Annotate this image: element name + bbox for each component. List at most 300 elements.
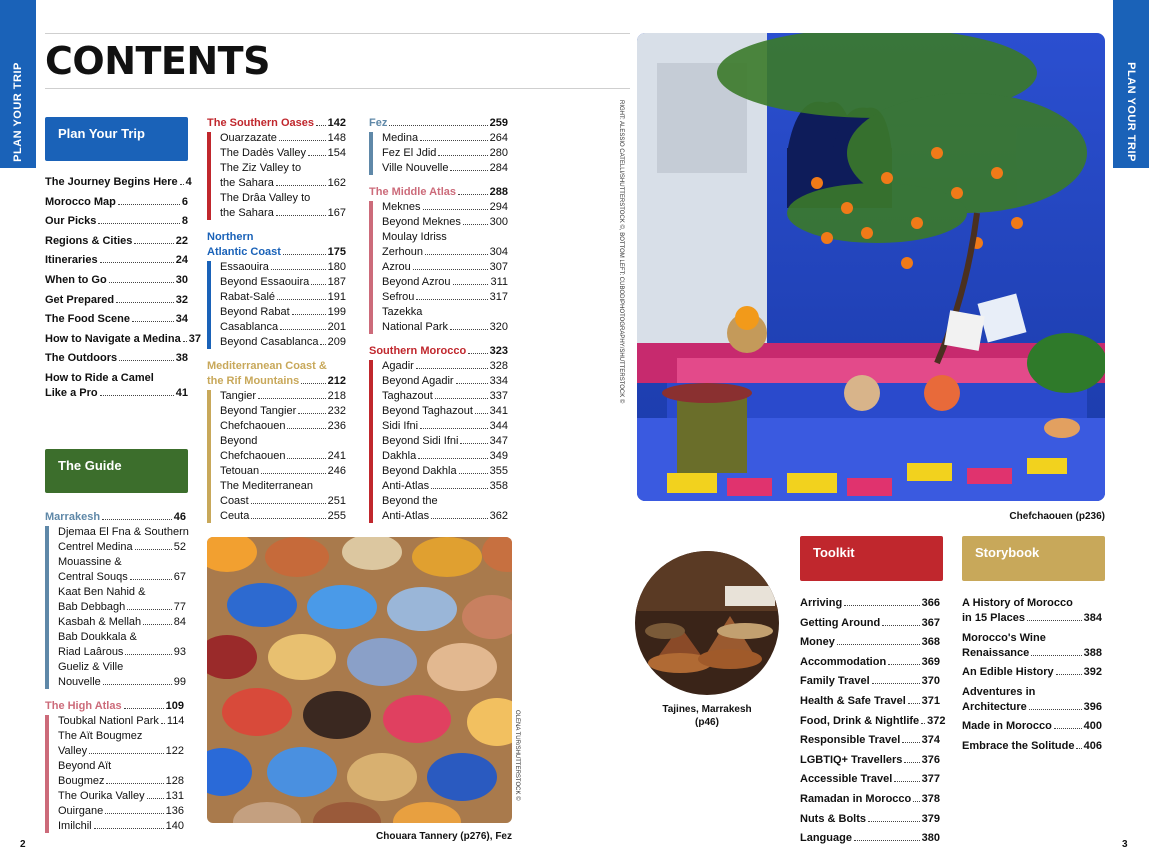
southern_morocco-item-9-label: Anti-Atlas — [382, 510, 430, 522]
plan-item-6-leader — [116, 302, 174, 303]
toolkit-item-6-page: 372 — [927, 714, 946, 727]
high_atlas-item-2-leader — [106, 783, 163, 784]
plan-item-1-label: Morocco Map — [45, 195, 116, 208]
middle_atlas-item-1-leader — [463, 224, 488, 225]
plan-item-6-label: Get Prepared — [45, 293, 115, 306]
fez-head-page: 259 — [489, 117, 508, 129]
middle_atlas-item-4-leader — [453, 284, 489, 285]
mediterranean-item-6-leader — [251, 518, 325, 519]
toolkit-item-7-page: 374 — [921, 734, 940, 747]
chefchaouen-photo — [637, 33, 1105, 501]
fez-item-2-page: 284 — [489, 162, 508, 174]
atlantic-bar — [207, 261, 211, 349]
high_atlas-head-leader — [124, 708, 164, 709]
storybook-item-2-label: An Edible History — [962, 666, 1054, 679]
fez-head-label: Fez — [369, 117, 388, 129]
mediterranean-item-5-page: 251 — [327, 495, 346, 507]
plan-item-8-page: 37 — [188, 332, 201, 345]
high_atlas-item-1-label: Valley — [58, 745, 88, 757]
plan-item-9 — [45, 351, 188, 365]
plan-item-8 — [45, 332, 201, 346]
southern_oases-item-0-label: Ouarzazate — [220, 132, 277, 144]
mediterranean-item-6-page: 255 — [327, 510, 346, 522]
southern_oases-item-3-line1: The Drâa Valley to — [220, 192, 311, 204]
toolkit-item-11-label: Nuts & Bolts — [800, 812, 866, 825]
mediterranean-item-0 — [220, 389, 346, 403]
mediterranean-item-2-leader — [287, 428, 325, 429]
toolkit-item-10-leader — [913, 801, 919, 802]
plan-item-2 — [45, 214, 188, 228]
fez-item-2-label: Ville Nouvelle — [382, 162, 449, 174]
storybook-item-5 — [962, 739, 1102, 753]
mediterranean-item-4-label: Tetouan — [220, 465, 260, 477]
plan-item-9-leader — [119, 360, 174, 361]
storybook-item-1 — [962, 646, 1102, 660]
toolkit-item-4-leader — [872, 683, 920, 684]
mediterranean-head-label: the Rif Mountains — [207, 375, 300, 387]
atlantic-item-3 — [220, 305, 346, 319]
southern_morocco-item-3-label: Beyond Taghazout — [382, 405, 473, 417]
storybook-item-4 — [962, 719, 1102, 733]
mediterranean-item-2 — [220, 419, 346, 433]
marrakesh-item-4 — [58, 645, 186, 659]
middle_atlas-item-3-page: 307 — [489, 261, 508, 273]
toolkit-item-8-label: LGBTIQ+ Travellers — [800, 753, 903, 766]
marrakesh-item-4-label: Riad Laârous — [58, 646, 124, 658]
marrakesh-item-1-label: Central Souqs — [58, 571, 128, 583]
middle_atlas-head-page: 288 — [489, 186, 508, 198]
southern_oases-item-3-page: 167 — [327, 207, 346, 219]
storybook-item-3 — [962, 700, 1102, 714]
high_atlas-item-5-label: Imilchil — [58, 820, 92, 832]
plan-item-5-page: 30 — [175, 274, 188, 286]
storybook-item-5-label: Embrace the Solitude — [962, 740, 1075, 752]
middle_atlas-item-2-label: Zerhoun — [382, 246, 423, 258]
southern_oases-item-2-leader — [276, 185, 326, 186]
storybook-item-2-leader — [1056, 674, 1082, 675]
marrakesh-item-1-page: 67 — [173, 571, 186, 583]
toolkit-item-1-leader — [882, 625, 919, 626]
atlantic-head-label: Atlantic Coast — [207, 246, 281, 258]
storybook-item-4-label: Made in Morocco — [962, 720, 1052, 733]
middle_atlas-item-1-label: Beyond Meknes — [382, 216, 461, 228]
high_atlas-item-5-page: 140 — [165, 820, 184, 832]
toolkit-item-8-leader — [904, 762, 919, 763]
toolkit-item-7 — [800, 733, 940, 747]
high_atlas-bar — [45, 715, 49, 833]
plan-item-0-leader — [180, 184, 184, 185]
middle_atlas-item-2-leader — [425, 254, 488, 255]
middle_atlas-item-6-line1: Tazekka — [382, 306, 423, 318]
high_atlas-item-1-line1: The Aït Bougmez — [58, 730, 143, 742]
marrakesh-item-4-leader — [125, 654, 171, 655]
section-box-toolkit: Toolkit — [800, 536, 943, 581]
toolkit-item-4 — [800, 674, 940, 688]
high_atlas-item-3-label: The Ourika Valley — [58, 790, 145, 802]
southern_oases-item-2-line1: The Ziz Valley to — [220, 162, 302, 174]
high_atlas-item-4 — [58, 804, 184, 818]
southern_oases-item-3-leader — [276, 215, 326, 216]
high_atlas-item-3-page: 131 — [165, 790, 184, 802]
toolkit-item-0 — [800, 596, 940, 610]
high_atlas-item-5-leader — [94, 828, 164, 829]
caption-chefchaouen: Chefchaouen (p236) — [1009, 511, 1105, 522]
atlantic-item-0-leader — [271, 269, 326, 270]
toolkit-item-7-label: Responsible Travel — [800, 734, 901, 747]
southern_oases-item-3-label: the Sahara — [220, 207, 274, 219]
storybook-item-5-page: 406 — [1083, 740, 1102, 752]
high_atlas-item-1-leader — [89, 753, 163, 754]
atlantic-item-0-page: 180 — [327, 261, 346, 273]
toolkit-item-0-label: Arriving — [800, 597, 843, 609]
southern_morocco-item-4-leader — [420, 428, 488, 429]
southern_oases-item-2-label: the Sahara — [220, 177, 274, 189]
page-number-right: 3 — [1122, 839, 1128, 850]
southern_morocco-head-label: Southern Morocco — [369, 345, 467, 357]
fez-head — [369, 116, 508, 130]
section-box-storybook: Storybook — [962, 536, 1105, 581]
marrakesh-item-0-page: 52 — [173, 541, 186, 553]
atlantic-item-1-label: Beyond Essaouira — [220, 276, 310, 288]
middle_atlas-item-5-leader — [416, 299, 487, 300]
toolkit-item-4-page: 370 — [921, 675, 940, 688]
marrakesh-item-3-label: Kasbah & Mellah — [58, 616, 142, 628]
caption-tajines-2: (p46) — [695, 717, 719, 728]
toolkit-item-11 — [800, 812, 940, 826]
southern_morocco-item-6 — [382, 449, 508, 463]
plan-item-6-page: 32 — [175, 293, 188, 306]
southern_morocco-item-8-page: 358 — [489, 480, 508, 492]
marrakesh-item-0-line1: Djemaa El Fna & Southern — [58, 526, 189, 538]
plan-item-5 — [45, 273, 188, 287]
toolkit-item-5 — [800, 694, 940, 708]
southern_morocco-item-2-page: 337 — [489, 390, 508, 402]
middle_atlas-item-6-page: 320 — [489, 321, 508, 333]
storybook-item-3-label: Architecture — [962, 700, 1027, 713]
marrakesh-bar — [45, 526, 49, 689]
southern_morocco-item-7-label: Beyond Dakhla — [382, 465, 457, 477]
toolkit-item-1-label: Getting Around — [800, 616, 881, 629]
mediterranean-item-3-line1: Beyond — [220, 435, 258, 447]
fez-item-2-leader — [450, 170, 487, 171]
atlantic-item-5-label: Beyond Casablanca — [220, 336, 319, 348]
toolkit-item-7-leader — [902, 742, 919, 743]
middle_atlas-item-1 — [382, 215, 508, 229]
storybook-item-1-line1: Morocco's Wine — [962, 631, 1046, 644]
atlantic-item-4-label: Casablanca — [220, 321, 279, 333]
marrakesh-item-5-leader — [103, 684, 172, 685]
atlantic-item-5 — [220, 335, 346, 349]
marrakesh-head-page: 46 — [173, 511, 186, 523]
mediterranean-item-2-page: 236 — [327, 420, 346, 432]
marrakesh-item-4-line1: Bab Doukkala & — [58, 631, 137, 643]
toolkit-item-2 — [800, 635, 940, 649]
middle_atlas-item-4-label: Beyond Azrou — [382, 276, 451, 288]
marrakesh-item-0-label: Centrel Medina — [58, 541, 133, 553]
storybook-item-1-label: Renaissance — [962, 646, 1030, 659]
title-rule — [45, 88, 630, 89]
toolkit-item-5-label: Health & Safe Travel — [800, 695, 906, 707]
southern_morocco-item-8-label: Anti-Atlas — [382, 480, 430, 492]
atlantic-item-2 — [220, 290, 346, 304]
toolkit-item-3-page: 369 — [921, 655, 940, 668]
plan-item-0-label: The Journey Begins Here — [45, 176, 178, 188]
storybook-item-3-line1: Adventures in — [962, 685, 1036, 698]
storybook-item-1-leader — [1031, 655, 1081, 656]
middle_atlas-item-5 — [382, 290, 508, 304]
plan-item-3-label: Regions & Cities — [45, 234, 133, 247]
marrakesh-head — [45, 510, 186, 524]
mediterranean-head-page: 212 — [327, 375, 346, 387]
fez-item-1 — [382, 146, 508, 160]
section-box-plan: Plan Your Trip — [45, 117, 188, 161]
toolkit-item-0-leader — [844, 605, 919, 606]
atlantic-item-2-leader — [277, 299, 326, 300]
middle_atlas-item-2-page: 304 — [489, 246, 508, 258]
mediterranean-item-4-leader — [261, 473, 325, 474]
southern_morocco-item-1-label: Beyond Agadir — [382, 375, 454, 387]
storybook-item-0-leader — [1027, 620, 1082, 621]
plan-item-1-leader — [118, 204, 180, 205]
southern_oases-item-2 — [220, 176, 346, 190]
southern_oases-head-page: 142 — [327, 117, 346, 129]
marrakesh-item-2-label: Bab Debbagh — [58, 601, 126, 613]
southern_oases-item-0-page: 148 — [327, 132, 346, 144]
plan-item-7 — [45, 312, 188, 326]
marrakesh-item-5-page: 99 — [173, 676, 186, 688]
toolkit-item-1-page: 367 — [921, 616, 940, 629]
atlantic-head-line1: Northern — [207, 231, 254, 243]
atlantic-item-4 — [220, 320, 346, 334]
marrakesh-item-2-page: 77 — [173, 601, 186, 613]
storybook-item-2 — [962, 665, 1102, 679]
atlantic-item-5-leader — [320, 344, 325, 345]
high_atlas-item-3 — [58, 789, 184, 803]
marrakesh-item-3 — [58, 615, 186, 629]
storybook-item-0-label: in 15 Places — [962, 612, 1025, 624]
fez-item-0-label: Medina — [382, 132, 419, 144]
southern_morocco-item-3-leader — [475, 413, 488, 414]
mediterranean-item-3-leader — [287, 458, 325, 459]
marrakesh-head-leader — [102, 519, 172, 520]
high_atlas-item-4-leader — [105, 813, 163, 814]
plan-item-5-label: When to Go — [45, 274, 107, 286]
southern_oases-item-2-page: 162 — [327, 177, 346, 189]
southern_morocco-item-6-label: Dakhla — [382, 450, 417, 462]
middle_atlas-bar — [369, 201, 373, 334]
middle_atlas-item-3-label: Azrou — [382, 261, 411, 273]
southern_morocco-head-page: 323 — [489, 345, 508, 357]
plan-item-2-label: Our Picks — [45, 215, 97, 228]
middle_atlas-item-6-label: National Park — [382, 321, 449, 333]
plan-item-10-leader — [100, 395, 174, 396]
mediterranean-head-leader — [301, 383, 325, 384]
storybook-item-1-page: 388 — [1083, 646, 1102, 659]
atlantic-item-1 — [220, 275, 346, 289]
marrakesh-item-4-page: 93 — [173, 646, 186, 658]
high_atlas-item-0-page: 114 — [166, 715, 185, 727]
atlantic-item-2-page: 191 — [327, 291, 346, 303]
high_atlas-item-0 — [58, 714, 184, 728]
plan-item-8-leader — [183, 341, 187, 342]
page-number-left: 2 — [20, 839, 26, 850]
high_atlas-head-page: 109 — [165, 700, 184, 712]
plan-item-9-page: 38 — [175, 352, 188, 365]
plan-item-1-page: 6 — [181, 195, 188, 208]
mediterranean-item-3-page: 241 — [327, 450, 346, 462]
plan-item-4-label: Itineraries — [45, 254, 98, 267]
photo-credit-tannery: OLENA TUR/SHUTTERSTOCK © — [514, 710, 520, 801]
southern_morocco-item-4-page: 344 — [489, 420, 508, 432]
fez-item-0-leader — [420, 140, 488, 141]
southern_morocco-item-1-page: 334 — [489, 375, 508, 387]
atlantic-item-3-page: 199 — [327, 306, 346, 318]
caption-tannery: Chouara Tannery (p276), Fez — [376, 831, 512, 842]
toolkit-item-10 — [800, 792, 940, 806]
atlantic-item-2-label: Rabat-Salé — [220, 291, 276, 303]
middle_atlas-item-5-label: Sefrou — [382, 291, 415, 303]
southern_morocco-item-5-leader — [460, 443, 487, 444]
southern_morocco-head — [369, 344, 508, 358]
atlantic-item-4-leader — [280, 329, 326, 330]
toolkit-item-5-leader — [908, 703, 920, 704]
plan-item-2-page: 8 — [181, 215, 188, 228]
mediterranean-item-0-page: 218 — [327, 390, 346, 402]
storybook-item-4-page: 400 — [1083, 720, 1102, 733]
storybook-item-0-line1: A History of Morocco — [962, 597, 1073, 609]
atlantic-item-5-page: 209 — [327, 336, 346, 348]
plan-item-6 — [45, 293, 188, 307]
toolkit-item-9 — [800, 772, 940, 786]
southern_morocco-head-leader — [468, 353, 487, 354]
plan-item-0-page: 4 — [185, 176, 192, 188]
high_atlas-item-4-page: 136 — [165, 805, 184, 817]
mediterranean-item-5-line1: The Mediterranean — [220, 480, 313, 492]
toolkit-item-3-label: Accommodation — [800, 655, 887, 668]
plan-item-4 — [45, 253, 188, 267]
page-title: CONTENTS — [45, 39, 270, 83]
mediterranean-item-4 — [220, 464, 346, 478]
plan-item-10-line1: How to Ride a Camel — [45, 372, 154, 384]
high_atlas-item-2 — [58, 774, 184, 788]
atlantic-item-4-page: 201 — [327, 321, 346, 333]
southern_morocco-item-9-line1: Beyond the — [382, 495, 438, 507]
southern_oases-head-label: The Southern Oases — [207, 117, 314, 129]
mediterranean-item-1-leader — [298, 413, 325, 414]
plan-item-3-page: 22 — [175, 234, 188, 247]
toolkit-item-9-label: Accessible Travel — [800, 773, 893, 786]
plan-item-8-label: How to Navigate a Medina — [45, 332, 181, 345]
side-tab-left — [0, 0, 36, 168]
plan-item-7-label: The Food Scene — [45, 313, 130, 326]
middle_atlas-item-6 — [382, 320, 508, 334]
marrakesh-item-1-line1: Mouassine & — [58, 556, 122, 568]
toolkit-item-3 — [800, 655, 940, 669]
middle_atlas-head — [369, 185, 508, 199]
atlantic-item-1-leader — [311, 284, 325, 285]
southern_morocco-item-7-leader — [459, 473, 488, 474]
southern_oases-head-leader — [316, 125, 326, 126]
plan-item-1 — [45, 195, 188, 209]
southern_morocco-item-9 — [382, 509, 508, 523]
toolkit-item-6-label: Food, Drink & Nightlife — [800, 714, 920, 727]
southern_oases-bar — [207, 132, 211, 220]
mediterranean-head-line1: Mediterranean Coast & — [207, 360, 327, 372]
southern_morocco-item-1-leader — [456, 383, 488, 384]
southern_oases-head — [207, 116, 346, 130]
mediterranean-item-6 — [220, 509, 346, 523]
side-tab-left-label: PLAN YOUR TRIP — [12, 62, 24, 162]
marrakesh-item-0 — [58, 540, 186, 554]
atlantic-item-0 — [220, 260, 346, 274]
high_atlas-item-0-label: Toubkal Nationl Park — [58, 715, 159, 727]
toolkit-item-10-page: 378 — [921, 793, 940, 805]
middle_atlas-item-5-page: 317 — [489, 291, 508, 303]
storybook-item-5-leader — [1076, 748, 1081, 749]
middle_atlas-item-0-label: Meknes — [382, 201, 421, 213]
plan-item-2-leader — [98, 223, 180, 224]
plan-item-10-label: Like a Pro — [45, 387, 98, 399]
middle_atlas-head-leader — [458, 194, 488, 195]
middle_atlas-item-3 — [382, 260, 508, 274]
middle_atlas-head-label: The Middle Atlas — [369, 186, 456, 198]
plan-item-5-leader — [109, 282, 174, 283]
toolkit-item-9-leader — [894, 781, 919, 782]
high_atlas-item-2-line1: Beyond Aït — [58, 760, 112, 772]
toolkit-item-9-page: 377 — [921, 773, 940, 786]
toolkit-item-6-leader — [921, 723, 925, 724]
southern_morocco-item-3 — [382, 404, 508, 418]
high_atlas-item-2-page: 128 — [165, 775, 184, 787]
fez-head-leader — [389, 125, 487, 126]
southern_oases-item-1-leader — [308, 155, 326, 156]
middle_atlas-item-0-leader — [423, 209, 488, 210]
middle_atlas-item-3-leader — [413, 269, 488, 270]
toolkit-item-11-page: 379 — [921, 812, 940, 825]
southern_morocco-item-0 — [382, 359, 508, 373]
marrakesh-item-2-line1: Kaat Ben Nahid & — [58, 586, 146, 598]
mediterranean-item-1-page: 232 — [327, 405, 346, 417]
toolkit-item-4-label: Family Travel — [800, 675, 870, 688]
southern_morocco-item-8 — [382, 479, 508, 493]
storybook-item-2-page: 392 — [1083, 666, 1102, 679]
mediterranean-item-5-leader — [251, 503, 326, 504]
mediterranean-item-5 — [220, 494, 346, 508]
mediterranean-item-3-label: Chefchaouen — [220, 450, 286, 462]
southern_morocco-item-0-label: Agadir — [382, 360, 414, 372]
plan-item-10 — [45, 386, 188, 400]
southern_morocco-item-8-leader — [431, 488, 488, 489]
atlantic-item-1-page: 187 — [327, 276, 346, 288]
photo-credit-right: RIGHT: ALESSIO CATELLI/SHUTTERSTOCK ©, BOTTOM LEFT: CUBODIPHOTOGRAPHY/SHUTTERSTOCK © — [618, 100, 624, 404]
high_atlas-item-1-page: 122 — [165, 745, 184, 757]
plan-item-4-leader — [100, 262, 174, 263]
middle_atlas-item-4-page: 311 — [490, 276, 508, 288]
atlantic-head-leader — [283, 254, 326, 255]
marrakesh-item-3-page: 84 — [173, 616, 186, 628]
mediterranean-item-4-page: 246 — [327, 465, 346, 477]
plan-item-0 — [45, 175, 192, 189]
toolkit-item-5-page: 371 — [921, 695, 940, 707]
middle_atlas-item-0 — [382, 200, 508, 214]
southern_oases-item-1-label: The Dadès Valley — [220, 147, 307, 159]
southern_morocco-item-9-page: 362 — [489, 510, 508, 522]
plan-item-9-label: The Outdoors — [45, 352, 118, 365]
southern_morocco-item-2 — [382, 389, 508, 403]
plan-item-3-leader — [134, 243, 173, 244]
section-box-guide: The Guide — [45, 449, 188, 493]
toolkit-item-6 — [800, 714, 946, 728]
